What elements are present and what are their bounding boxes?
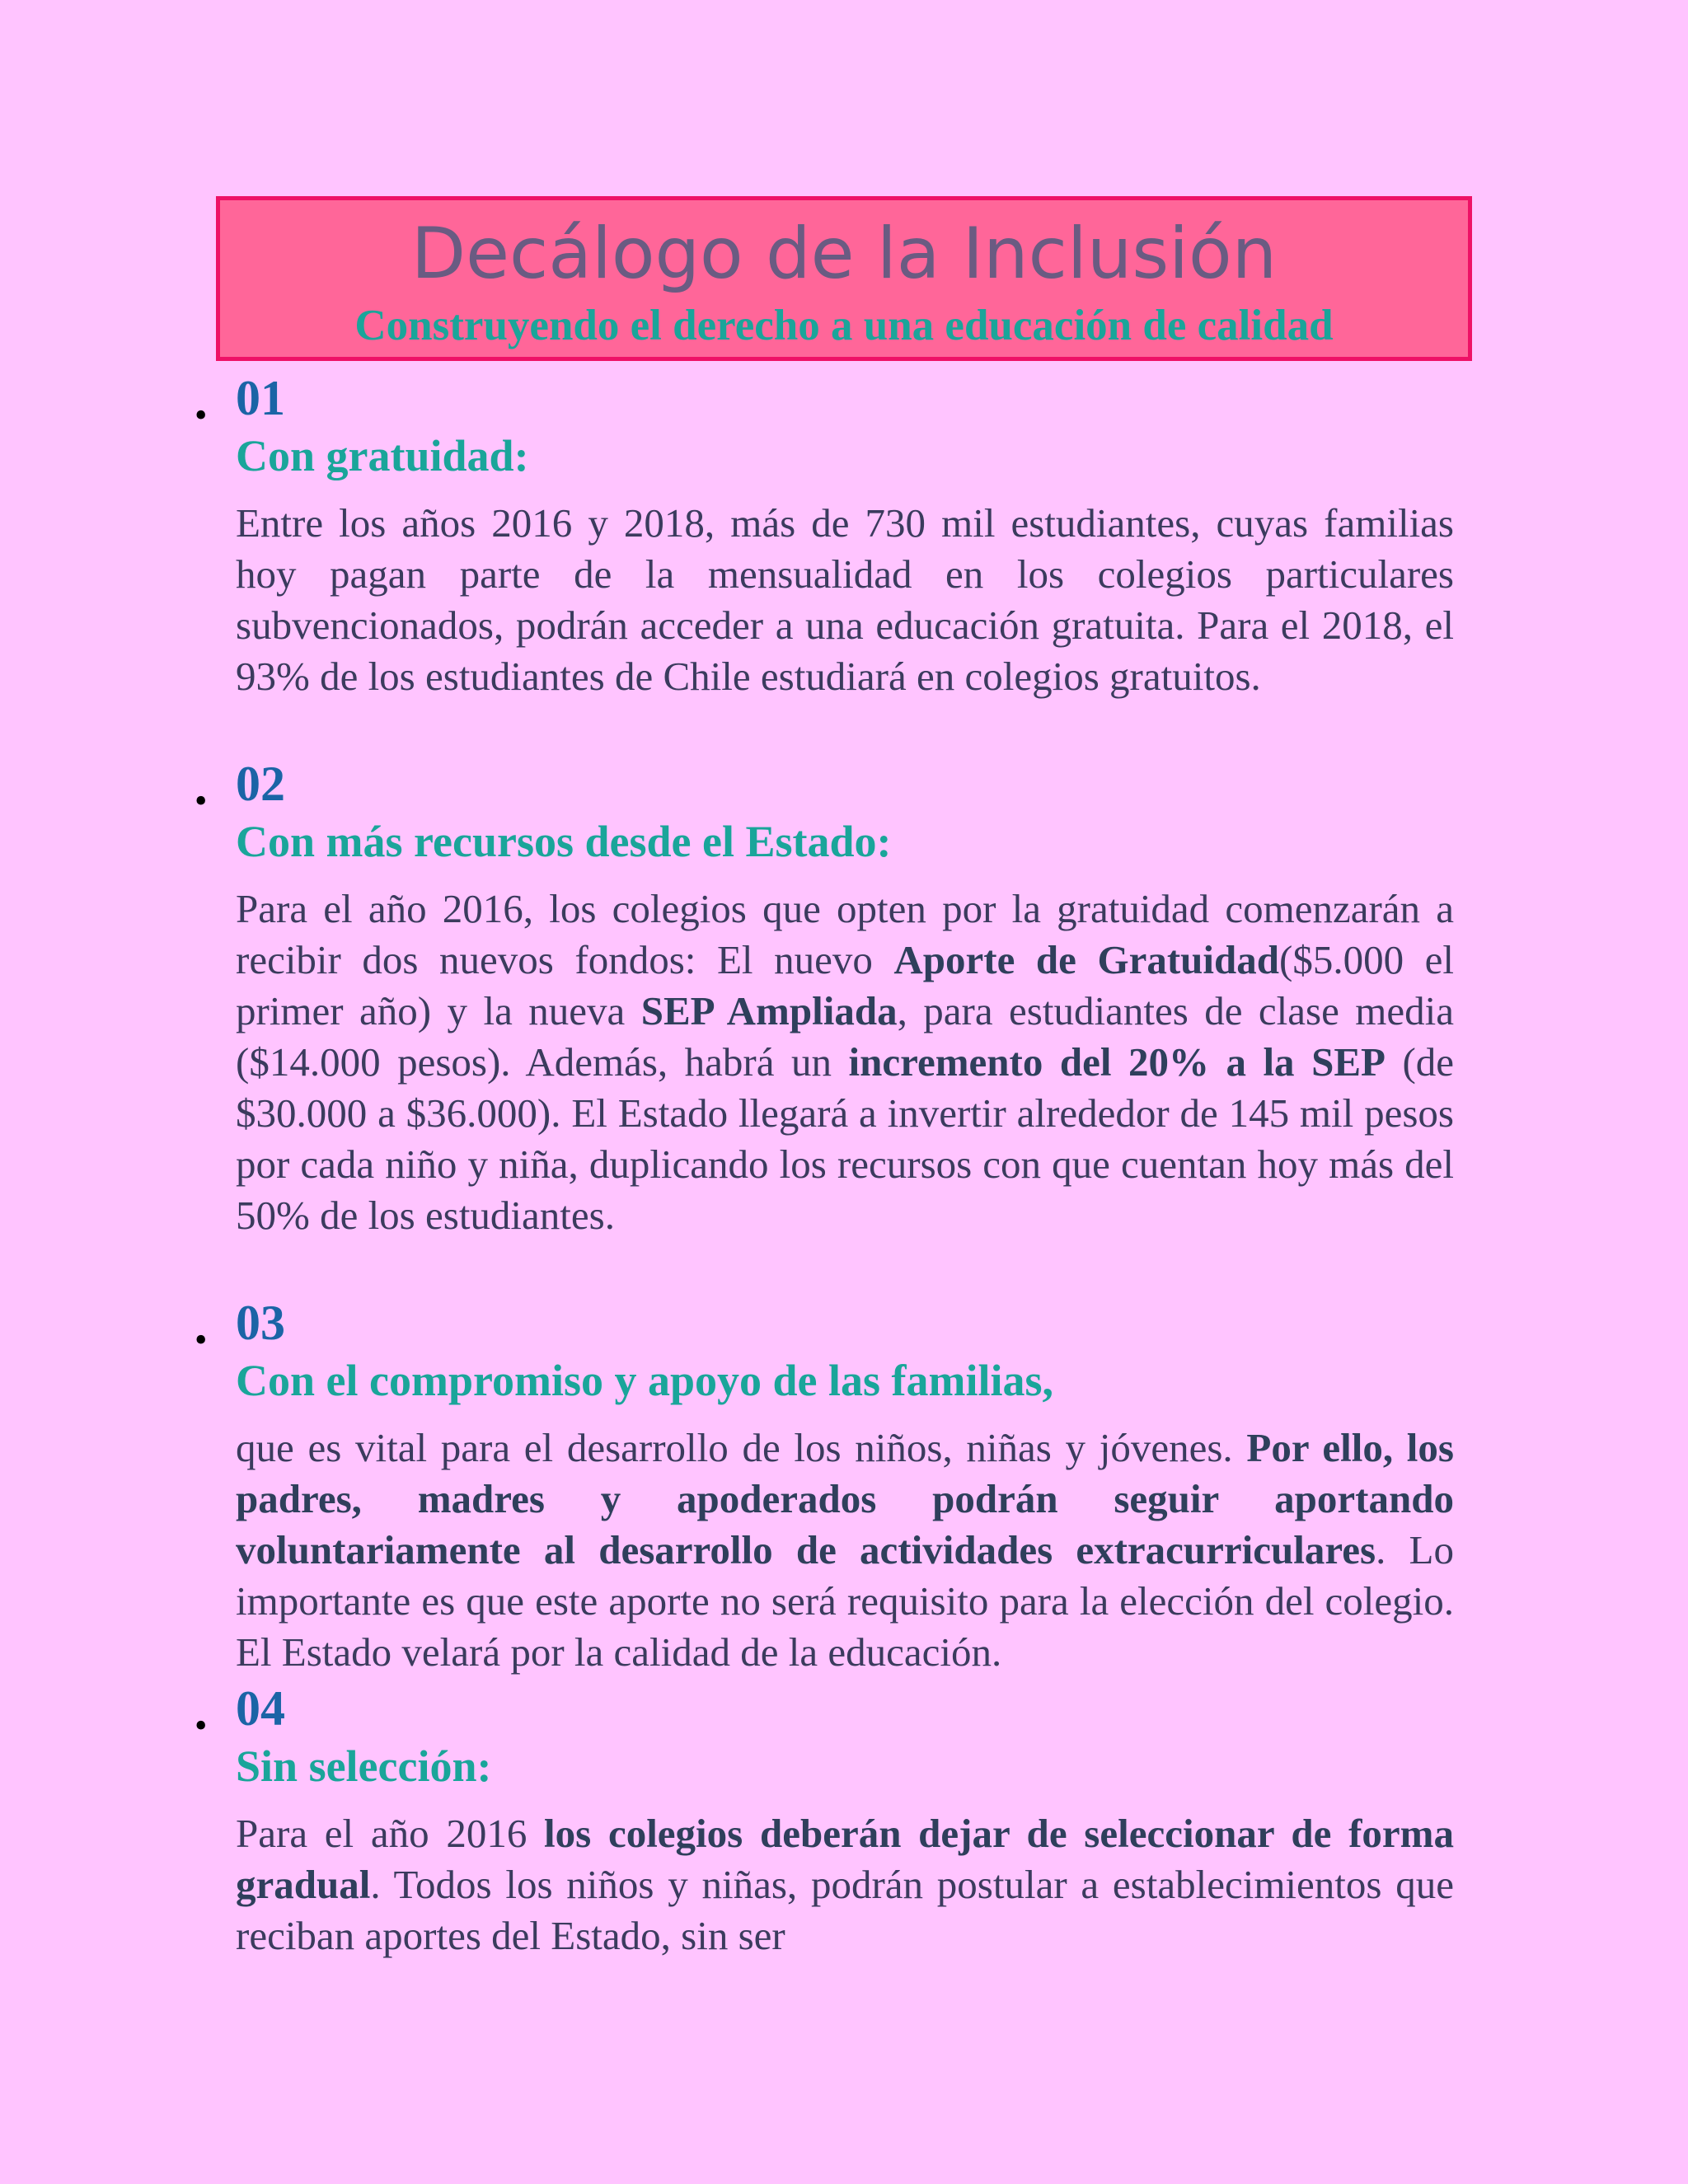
text-run: que es vital para el desarrollo de los niños, niñas y jóvenes. — [236, 1425, 1247, 1470]
item-number: 03 — [236, 1296, 285, 1350]
bullet-icon: • — [195, 1319, 208, 1360]
text-run: ($5.000 el primer año) y la nueva — [236, 937, 1455, 1033]
title-banner — [216, 196, 1472, 361]
document-subtitle: Construyendo el derecho a una educación de calidad — [354, 302, 1334, 349]
text-run: Entre los años 2016 y 2018, más de 730 mil estudiantes, cuyas familias hoy pagan parte de la mensualidad en los colegios particulares subvencionados, podrán acceder a una educación gratuita. Para el 2018, el 93% de los estudiantes de Chile estudiará en colegios gratuitos. — [236, 500, 1454, 699]
text-run: , para estudiantes de clase media ($14.000 pesos). Además, habrá un — [236, 988, 1454, 1085]
item-heading: Sin selección: — [236, 1741, 492, 1791]
item-body — [236, 498, 1454, 702]
document-title: Decálogo de la Inclusión — [410, 213, 1278, 295]
list-item-01 — [195, 371, 1454, 702]
text-run: (de $30.000 a $36.000). El Estado llegará a invertir alrededor de 145 mil pesos por cada niño y niña, duplicando los recursos con que cuentan hoy más del 50% de los estudiantes. — [236, 1039, 1455, 1238]
list-item-02 — [195, 757, 1455, 1241]
bullet-icon: • — [195, 780, 208, 821]
item-number: 01 — [236, 371, 285, 425]
bold-text-run: los colegios deberán dejar de seleccionar de forma gradual — [236, 1811, 1454, 1907]
text-run: . Lo importante es que este aporte no será requisito para la elección del colegio. El Estado velará por la calidad de la educación. — [236, 1527, 1454, 1675]
item-heading: Con gratuidad: — [236, 431, 529, 480]
item-body — [236, 883, 1454, 1241]
list-item-04 — [195, 1681, 1454, 1961]
item-heading: Con más recursos desde el Estado: — [236, 817, 892, 866]
item-body — [236, 1808, 1454, 1961]
item-body — [236, 1422, 1454, 1678]
bold-text-run: SEP Ampliada — [640, 988, 898, 1033]
text-run: Para el año 2016, los colegios que opten por la gratuidad comenzarán a recibir dos nuevos fondos: El nuevo — [236, 886, 1454, 982]
bold-text-run: incremento del 20% a la SEP — [848, 1039, 1386, 1085]
bullet-icon: • — [195, 395, 208, 435]
text-run: . Todos los niños y niñas, podrán postular a establecimientos que reciban aportes del Estado, sin ser — [236, 1862, 1454, 1958]
item-heading: Con el compromiso y apoyo de las familias, — [236, 1356, 1054, 1405]
bullet-icon: • — [195, 1705, 208, 1746]
bold-text-run: Por ello, los padres, madres y apoderados podrán seguir aportando voluntariamente al desarrollo de actividades extracurriculares — [236, 1425, 1454, 1572]
item-number: 04 — [236, 1681, 285, 1736]
text-run: Para el año 2016 — [236, 1811, 545, 1856]
list-item-03 — [195, 1296, 1454, 1678]
item-number: 02 — [236, 757, 285, 811]
bold-text-run: Aporte de Gratuidad — [893, 937, 1280, 982]
